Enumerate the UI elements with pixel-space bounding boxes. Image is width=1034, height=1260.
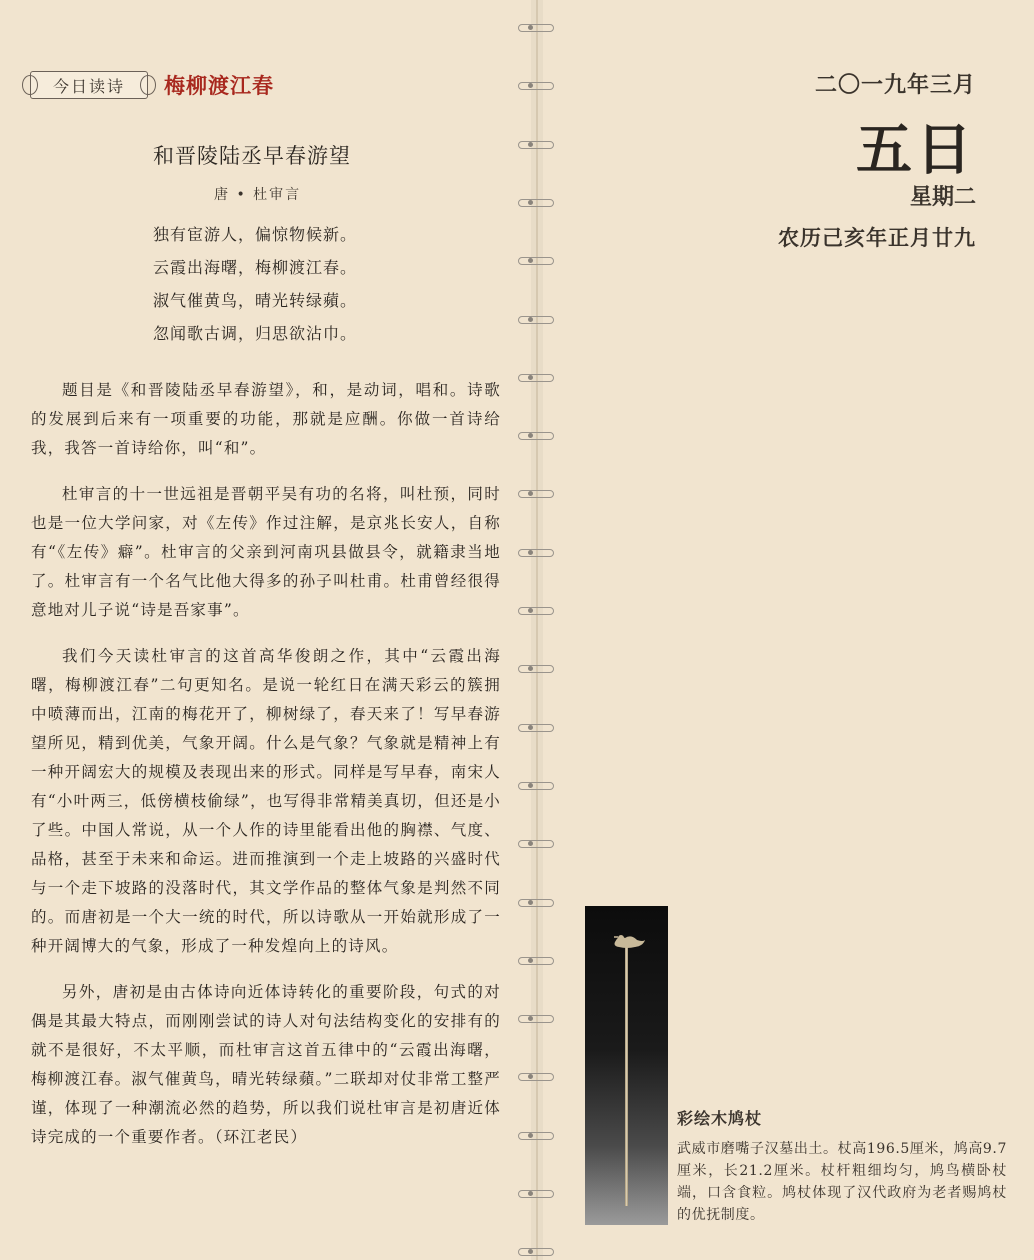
date-day: 五日: [856, 117, 976, 183]
date-lunar: 农历己亥年正月廿九: [778, 225, 976, 250]
essay-paragraph: 我们今天读杜审言的这首高华俊朗之作，其中“云霞出海曙，梅柳渡江春”二句更知名。是说一轮红日在满天彩云的簇拥中喷薄而出，江南的梅花开了，柳树绿了，春天来了！写早春游望所见，精到优美，气象开阔。什么是气象？气象就是精神上有一种开阔宏大的规模及表现出来的形式。同样是写早春，南宋人有“小叶两三，低傍横枝偷绿”，也写得非常精美真切，但还是小了些。中国人常说，从一个人作的诗里能看出他的胸襟、气度、品格，甚至于未来和命运。进而推演到一个走上坡路的兴盛时代与一个走下坡路的没落时代，其文学作品的整体气象是判然不同的。而唐初是一个大一统的时代，所以诗歌从一开始就形成了一种开阔博大的气象，形成了一种发煌向上的诗风。: [31, 647, 501, 955]
binding-ring: [518, 1073, 554, 1081]
binding-ring: [518, 607, 554, 615]
poem-author: 唐 • 杜审言: [214, 187, 302, 203]
section-tag-label: 今日读诗: [53, 76, 126, 96]
dove-staff-image: [585, 906, 668, 1225]
section-header: [30, 68, 274, 102]
essay-paragraph: 题目是《和晋陵陆丞早春游望》，和，是动词，唱和。诗歌的发展到后来有一项重要的功能，那就是应酬。你做一首诗给我，我答一首诗给你，叫“和”。: [31, 381, 501, 457]
essay-paragraph: 杜审言的十一世远祖是晋朝平吴有功的名将，叫杜预，同时也是一位大学问家，对《左传》作过注解，是京兆长安人，自称有“《左传》癖”。杜审言的父亲到河南巩县做县令，就籍隶当地了。杜审言有一个名气比他大得多的孙子叫杜甫。杜甫曾经很得意地对儿子说“诗是吾家事”。: [31, 485, 501, 619]
artifact-description: 武威市磨嘴子汉墓出土。杖高196.5厘米，鸠高9.7厘米，长21.2厘米。杖杆粗细均匀，鸠鸟横卧杖端，口含食粒。鸠杖体现了汉代政府为老者赐鸠杖的优抚制度。: [677, 1141, 1007, 1223]
binding-ring: [518, 374, 554, 382]
right-page: [555, 0, 1034, 1260]
section-title: 梅柳渡江春: [164, 73, 275, 98]
binding-ring: [518, 899, 554, 907]
binding-ring: [518, 1248, 554, 1256]
left-page: [0, 0, 515, 1260]
binding-ring: [518, 665, 554, 673]
binding-ring: [518, 1190, 554, 1198]
binding-ring: [518, 840, 554, 848]
binding-ring: [518, 1015, 554, 1023]
essay-paragraph: 另外，唐初是由古体诗向近体诗转化的重要阶段，句式的对偶是其最大特点，而刚刚尝试的诗人对句法结构变化的安排有的就不是很好，不太平顺，而杜审言这首五律中的“云霞出海曙，梅柳渡江春。淑气催黄鸟，晴光转绿蘋。”二联却对仗非常工整严谨，体现了一种潮流必然的趋势，所以我们说杜审言是初唐近体诗完成的一个重要作者。（环江老民）: [31, 983, 501, 1146]
artifact-name: 彩绘木鸠杖: [677, 1109, 763, 1128]
poem-line: 独有宦游人，偏惊物候新。: [153, 225, 358, 244]
binding-ring: [518, 199, 554, 207]
binding-ring: [518, 724, 554, 732]
poem-line: 云霞出海曙，梅柳渡江春。: [153, 258, 358, 277]
binding-ring: [518, 24, 554, 32]
poem-line: 忽闻歌古调，归思欲沾巾。: [153, 324, 358, 343]
essay: [31, 376, 501, 1169]
binding-ring: [518, 490, 554, 498]
binding-ring: [518, 316, 554, 324]
artifact-photo: [585, 906, 668, 1225]
binding-ring: [518, 257, 554, 265]
binding-line: [536, 0, 538, 1260]
binding-ring: [518, 549, 554, 557]
binding-ring: [518, 1132, 554, 1140]
date-weekday: 星期二: [909, 184, 976, 210]
section-tag: [30, 71, 148, 99]
binding-ring: [518, 782, 554, 790]
poem-body: [153, 218, 357, 350]
binding-ring: [518, 957, 554, 965]
binding-ring: [518, 141, 554, 149]
binding-ring: [518, 82, 554, 90]
poem-line: 淑气催黄鸟，晴光转绿蘋。: [153, 291, 358, 310]
poem-title: 和晋陵陆丞早春游望: [153, 144, 351, 168]
binding-ring: [518, 432, 554, 440]
date-year-month: 二〇一九年三月: [814, 72, 976, 98]
